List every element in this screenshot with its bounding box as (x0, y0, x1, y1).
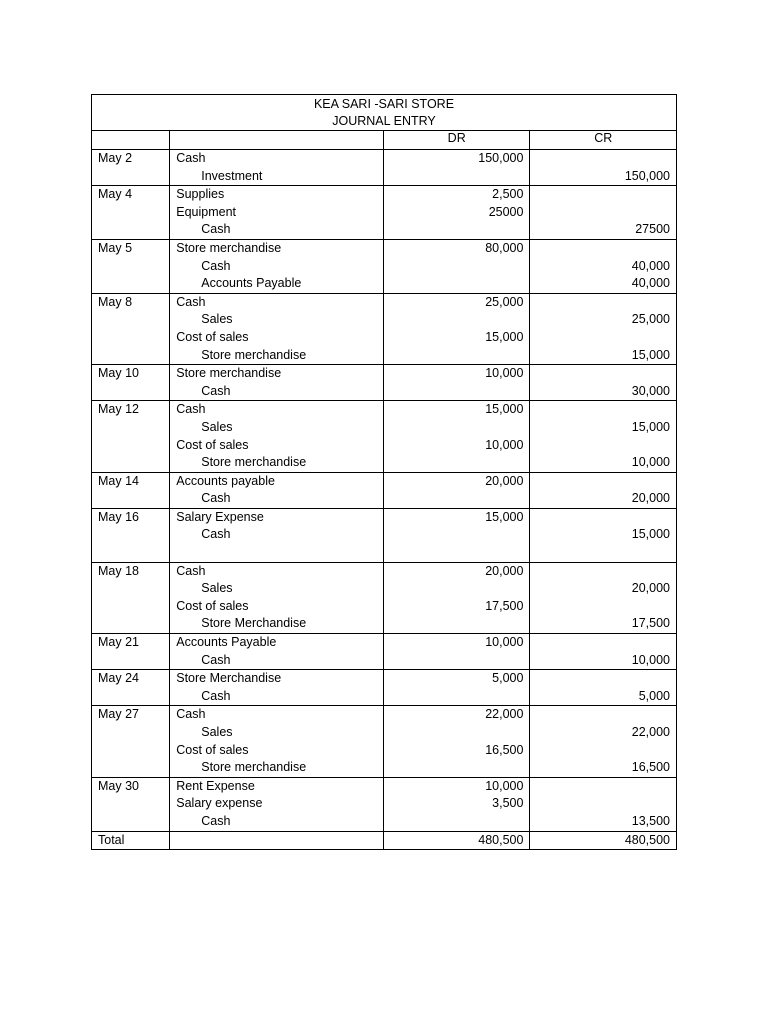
account-name: Cost of sales (176, 742, 249, 757)
debit-amount: 20,000 (485, 563, 524, 578)
entry-debits (383, 365, 529, 401)
account-name: Cash (201, 527, 231, 542)
journal-entry-row (92, 706, 677, 777)
entry-accounts (170, 365, 384, 401)
account-name: Rent Expense (176, 778, 255, 793)
journal-entry-row (92, 365, 677, 401)
entry-debits (383, 562, 529, 633)
total-account-cell (170, 831, 384, 850)
account-name: Store merchandise (201, 455, 307, 470)
journal-entry-row (92, 401, 677, 472)
account-name: Cost of sales (176, 329, 249, 344)
debit-amount: 3,500 (492, 796, 524, 811)
journal-entry-row (92, 150, 677, 186)
debit-amount (384, 383, 529, 401)
account-name: Sales (201, 419, 233, 434)
debit-amount (384, 311, 529, 329)
credit-amount: 15,000 (631, 419, 670, 434)
debit-amount: 2,500 (492, 187, 524, 202)
debit-amount (384, 526, 529, 544)
debit-amount: 20,000 (485, 473, 524, 488)
journal-entry-row (92, 634, 677, 670)
debit-amount (384, 168, 529, 186)
credit-amount (530, 742, 676, 760)
credit-amount (530, 598, 676, 616)
entry-credits (530, 670, 677, 706)
credit-amount: 17,500 (631, 616, 670, 631)
title-row (92, 95, 677, 131)
entry-accounts (170, 508, 384, 562)
title-cell (92, 95, 677, 131)
credit-amount: 40,000 (631, 276, 670, 291)
debit-amount: 15,000 (485, 402, 524, 417)
entry-credits (530, 150, 677, 186)
total-dr: 480,500 (478, 832, 524, 847)
entry-date: May 14 (92, 472, 170, 508)
credit-amount (530, 240, 676, 258)
credit-amount: 27500 (635, 222, 670, 237)
debit-amount: 16,500 (485, 742, 524, 757)
entry-credits (530, 634, 677, 670)
total-dr-cell (383, 831, 529, 850)
credit-amount (530, 437, 676, 455)
account-name: Cash (201, 652, 231, 667)
entry-date: May 12 (92, 401, 170, 472)
credit-amount (530, 150, 676, 168)
entry-date: May 18 (92, 562, 170, 633)
debit-amount (384, 615, 529, 633)
entry-date: May 10 (92, 365, 170, 401)
entry-accounts (170, 777, 384, 831)
account-name: Cash (201, 258, 231, 273)
debit-amount: 150,000 (478, 151, 524, 165)
debit-amount (384, 544, 529, 562)
credit-amount: 22,000 (631, 725, 670, 739)
account-name: Investment (201, 168, 263, 183)
entry-debits (383, 670, 529, 706)
account-name: Sales (201, 312, 233, 327)
journal-entry-row (92, 508, 677, 562)
entry-credits (530, 508, 677, 562)
entry-credits (530, 777, 677, 831)
entry-credits (530, 239, 677, 293)
account-name: Equipment (176, 204, 237, 219)
account-name: Store Merchandise (201, 616, 307, 631)
account-name: Cash (176, 151, 206, 165)
account-name: Store merchandise (176, 366, 282, 381)
entry-credits (530, 562, 677, 633)
entry-date: May 2 (92, 150, 170, 186)
entry-credits (530, 365, 677, 401)
account-name: Accounts Payable (176, 635, 277, 650)
entry-accounts (170, 634, 384, 670)
account-name: Sales (201, 725, 233, 739)
credit-amount: 15,000 (631, 527, 670, 542)
entry-accounts (170, 670, 384, 706)
journal-entry-row (92, 777, 677, 831)
debit-amount (384, 419, 529, 437)
credit-amount (530, 563, 676, 581)
debit-amount (384, 490, 529, 508)
credit-amount (530, 778, 676, 796)
entry-accounts (170, 186, 384, 240)
account-name: Cash (176, 707, 206, 722)
entry-accounts (170, 239, 384, 293)
account-header-cell (170, 131, 384, 150)
account-name: Cost of sales (176, 437, 249, 452)
entry-credits (530, 472, 677, 508)
debit-amount: 25,000 (485, 294, 524, 309)
dr-header: DR (383, 131, 529, 150)
credit-amount (530, 204, 676, 222)
entry-accounts (170, 401, 384, 472)
journal-entry-row (92, 562, 677, 633)
entry-debits (383, 777, 529, 831)
debit-amount (384, 652, 529, 670)
credit-amount: 40,000 (631, 258, 670, 273)
account-name: Supplies (176, 187, 225, 202)
debit-amount: 10,000 (485, 635, 524, 650)
account-name: Salary Expense (176, 509, 264, 524)
entry-debits (383, 293, 529, 364)
debit-amount (384, 813, 529, 831)
account-name: Store Merchandise (176, 671, 282, 686)
store-title: KEA SARI -SARI STORE (313, 97, 455, 111)
journal-entry-row (92, 186, 677, 240)
debit-amount (384, 454, 529, 472)
debit-amount (384, 759, 529, 777)
journal-subtitle: JOURNAL ENTRY (332, 114, 436, 128)
debit-amount (384, 221, 529, 239)
debit-amount: 10,000 (485, 437, 524, 452)
credit-amount: 16,500 (631, 760, 670, 775)
debit-amount (384, 258, 529, 276)
debit-amount: 15,000 (485, 329, 524, 344)
journal-entry-row (92, 293, 677, 364)
account-name: Cost of sales (176, 598, 249, 613)
credit-amount: 150,000 (624, 168, 670, 183)
debit-amount: 5,000 (492, 671, 524, 686)
entries-body (92, 150, 677, 832)
account-name: Cash (201, 813, 231, 828)
debit-amount: 80,000 (485, 240, 524, 255)
credit-amount (530, 634, 676, 652)
journal-entry-row (92, 239, 677, 293)
credit-amount (530, 365, 676, 383)
credit-amount: 25,000 (631, 312, 670, 327)
entry-debits (383, 508, 529, 562)
entry-accounts (170, 562, 384, 633)
credit-amount (530, 544, 676, 562)
credit-amount (530, 795, 676, 813)
debit-amount (384, 580, 529, 598)
credit-amount: 5,000 (638, 688, 670, 703)
entry-debits (383, 706, 529, 777)
entry-date: May 5 (92, 239, 170, 293)
debit-amount: 10,000 (485, 366, 524, 381)
account-name: Store merchandise (176, 240, 282, 255)
entry-accounts (170, 472, 384, 508)
entry-accounts (170, 293, 384, 364)
credit-amount (530, 294, 676, 312)
credit-amount (530, 706, 676, 724)
account-name (170, 544, 383, 562)
total-cr-cell (530, 831, 677, 850)
entry-debits (383, 150, 529, 186)
debit-amount (384, 688, 529, 706)
account-name: Cash (201, 688, 231, 703)
debit-amount (384, 724, 529, 742)
account-name: Cash (176, 563, 206, 578)
journal-entry-row (92, 670, 677, 706)
total-row (92, 831, 677, 850)
entry-date: May 27 (92, 706, 170, 777)
debit-amount: 17,500 (485, 598, 524, 613)
entry-date: May 30 (92, 777, 170, 831)
account-name: Accounts Payable (201, 276, 302, 291)
entry-accounts (170, 706, 384, 777)
credit-amount: 15,000 (631, 347, 670, 362)
entry-debits (383, 186, 529, 240)
journal-entry-table (91, 94, 677, 850)
total-label: Total (92, 831, 170, 850)
entry-debits (383, 634, 529, 670)
debit-amount: 15,000 (485, 509, 524, 524)
account-name: Cash (201, 491, 231, 506)
entry-date: May 8 (92, 293, 170, 364)
credit-amount: 20,000 (631, 581, 670, 596)
credit-amount (530, 509, 676, 527)
entry-credits (530, 401, 677, 472)
journal-entry-row (92, 472, 677, 508)
debit-amount: 25000 (488, 204, 524, 219)
credit-amount (530, 401, 676, 419)
credit-amount: 10,000 (631, 652, 670, 667)
entry-date: May 24 (92, 670, 170, 706)
credit-amount (530, 670, 676, 688)
entry-debits (383, 239, 529, 293)
debit-amount: 22,000 (485, 707, 524, 722)
debit-amount (384, 275, 529, 293)
date-header-cell (92, 131, 170, 150)
entry-date: May 16 (92, 508, 170, 562)
account-name: Sales (201, 581, 233, 596)
credit-amount (530, 186, 676, 204)
credit-amount: 30,000 (631, 383, 670, 398)
credit-amount: 13,500 (631, 813, 670, 828)
entry-credits (530, 293, 677, 364)
account-name: Accounts payable (176, 473, 275, 488)
debit-amount (384, 347, 529, 365)
credit-amount: 10,000 (631, 455, 670, 470)
entry-date: May 4 (92, 186, 170, 240)
credit-amount (530, 473, 676, 491)
account-name: Store merchandise (201, 760, 307, 775)
account-name: Cash (201, 222, 231, 237)
account-name: Cash (176, 294, 206, 309)
entry-credits (530, 706, 677, 777)
account-name: Salary expense (176, 796, 263, 811)
debit-amount: 10,000 (485, 778, 524, 793)
credit-amount: 20,000 (631, 491, 670, 506)
account-name: Cash (176, 402, 206, 417)
account-name: Store merchandise (201, 347, 307, 362)
entry-credits (530, 186, 677, 240)
entry-accounts (170, 150, 384, 186)
credit-amount (530, 329, 676, 347)
account-name: Cash (201, 383, 231, 398)
cr-header: CR (530, 131, 677, 150)
total-cr: 480,500 (624, 832, 670, 847)
header-row (92, 131, 677, 150)
entry-debits (383, 472, 529, 508)
entry-debits (383, 401, 529, 472)
entry-date: May 21 (92, 634, 170, 670)
